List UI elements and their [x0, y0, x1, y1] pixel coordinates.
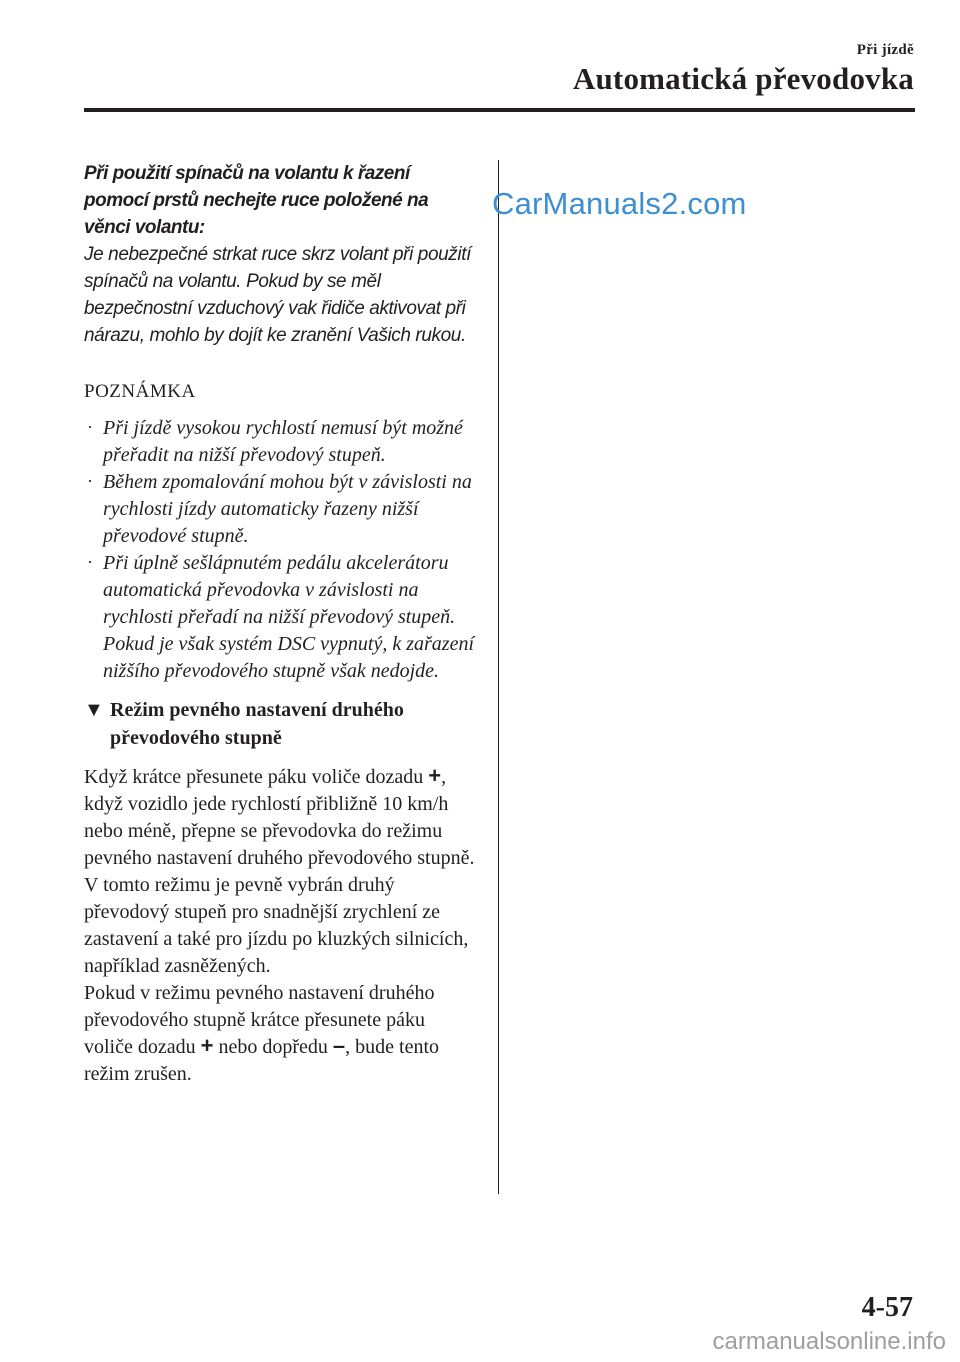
paragraph-text: nebo dopředu — [218, 1036, 328, 1058]
minus-icon: – — [332, 1033, 346, 1058]
triangle-down-icon: ▼ — [84, 699, 104, 721]
page-number: 4-57 — [861, 1292, 913, 1323]
note-list — [84, 415, 476, 685]
note-item-text: Při úplně sešlápnutém pedálu akcelerátoru automatická převodovka v závislosti na rychlosti přeřadí na nižší převodový stupeň. Pokud je však systém DSC vypnutý, k zařazení nižšího převodového stupně však nedojde. — [103, 552, 475, 682]
paragraph-text: , když vozidlo jede rychlostí přibližně 10 km/h nebo méně, přepne se převodovka do režimu pevného nastavení druhého převodového stupně. V tomto režimu je pevně vybrán druhý převodový stupeň pro snadnější zrychlení ze zastavení a také pro jízdu po kluzkých silnicích, například zasněžených. — [84, 766, 475, 977]
warning-body: Je nebezpečné strkat ruce skrz volant při použití spínačů na volantu. Pokud by se měl bezpečnostní vzduchový vak řidiče aktivovat při nárazu, mohlo by dojít ke zranění Vašich rukou. — [84, 244, 471, 346]
paragraph-text: Když krátce přesunete páku voliče dozadu — [84, 766, 424, 788]
section-name: Při jízdě — [856, 42, 914, 58]
plus-icon: + — [428, 763, 442, 788]
left-column — [84, 160, 476, 1088]
bullet-icon: · — [87, 417, 93, 437]
warning-title: Při použití spínačů na volantu k řazení pomocí prstů nechejte ruce položené na věnci volantu: — [84, 163, 429, 238]
note-item — [84, 415, 476, 469]
chapter-title: Automatická převodovka — [572, 61, 914, 96]
column-divider — [498, 160, 499, 1194]
subsection-title: Režim pevného nastavení druhého převodového stupně — [110, 699, 404, 749]
note-item — [84, 550, 476, 685]
note-item — [84, 469, 476, 550]
subsection-heading — [84, 696, 476, 752]
watermark-top[interactable]: CarManuals2.com — [492, 186, 747, 221]
paragraph-text: Pokud v režimu pevného nastavení druhého převodového stupně krátce přesunete páku voliče dozadu — [84, 982, 435, 1058]
note-heading: POZNÁMKA — [84, 381, 196, 402]
plus-icon: + — [200, 1033, 214, 1058]
note-item-text: Během zpomalování mohou být v závislosti na rychlosti jízdy automaticky řazeny nižší převodové stupně. — [103, 471, 472, 547]
note-item-text: Při jízdě vysokou rychlostí nemusí být možné přeřadit na nižší převodový stupeň. — [103, 417, 463, 466]
bullet-icon: · — [87, 552, 93, 572]
bullet-icon: · — [87, 471, 93, 491]
header-rule — [84, 108, 915, 112]
page-header — [573, 42, 914, 97]
paragraph-text: , bude tento režim zrušen. — [84, 1036, 440, 1085]
body-paragraph — [84, 980, 476, 1088]
watermark-bottom[interactable]: carmanualsonline.info — [712, 1328, 946, 1355]
body-paragraph — [84, 764, 476, 980]
